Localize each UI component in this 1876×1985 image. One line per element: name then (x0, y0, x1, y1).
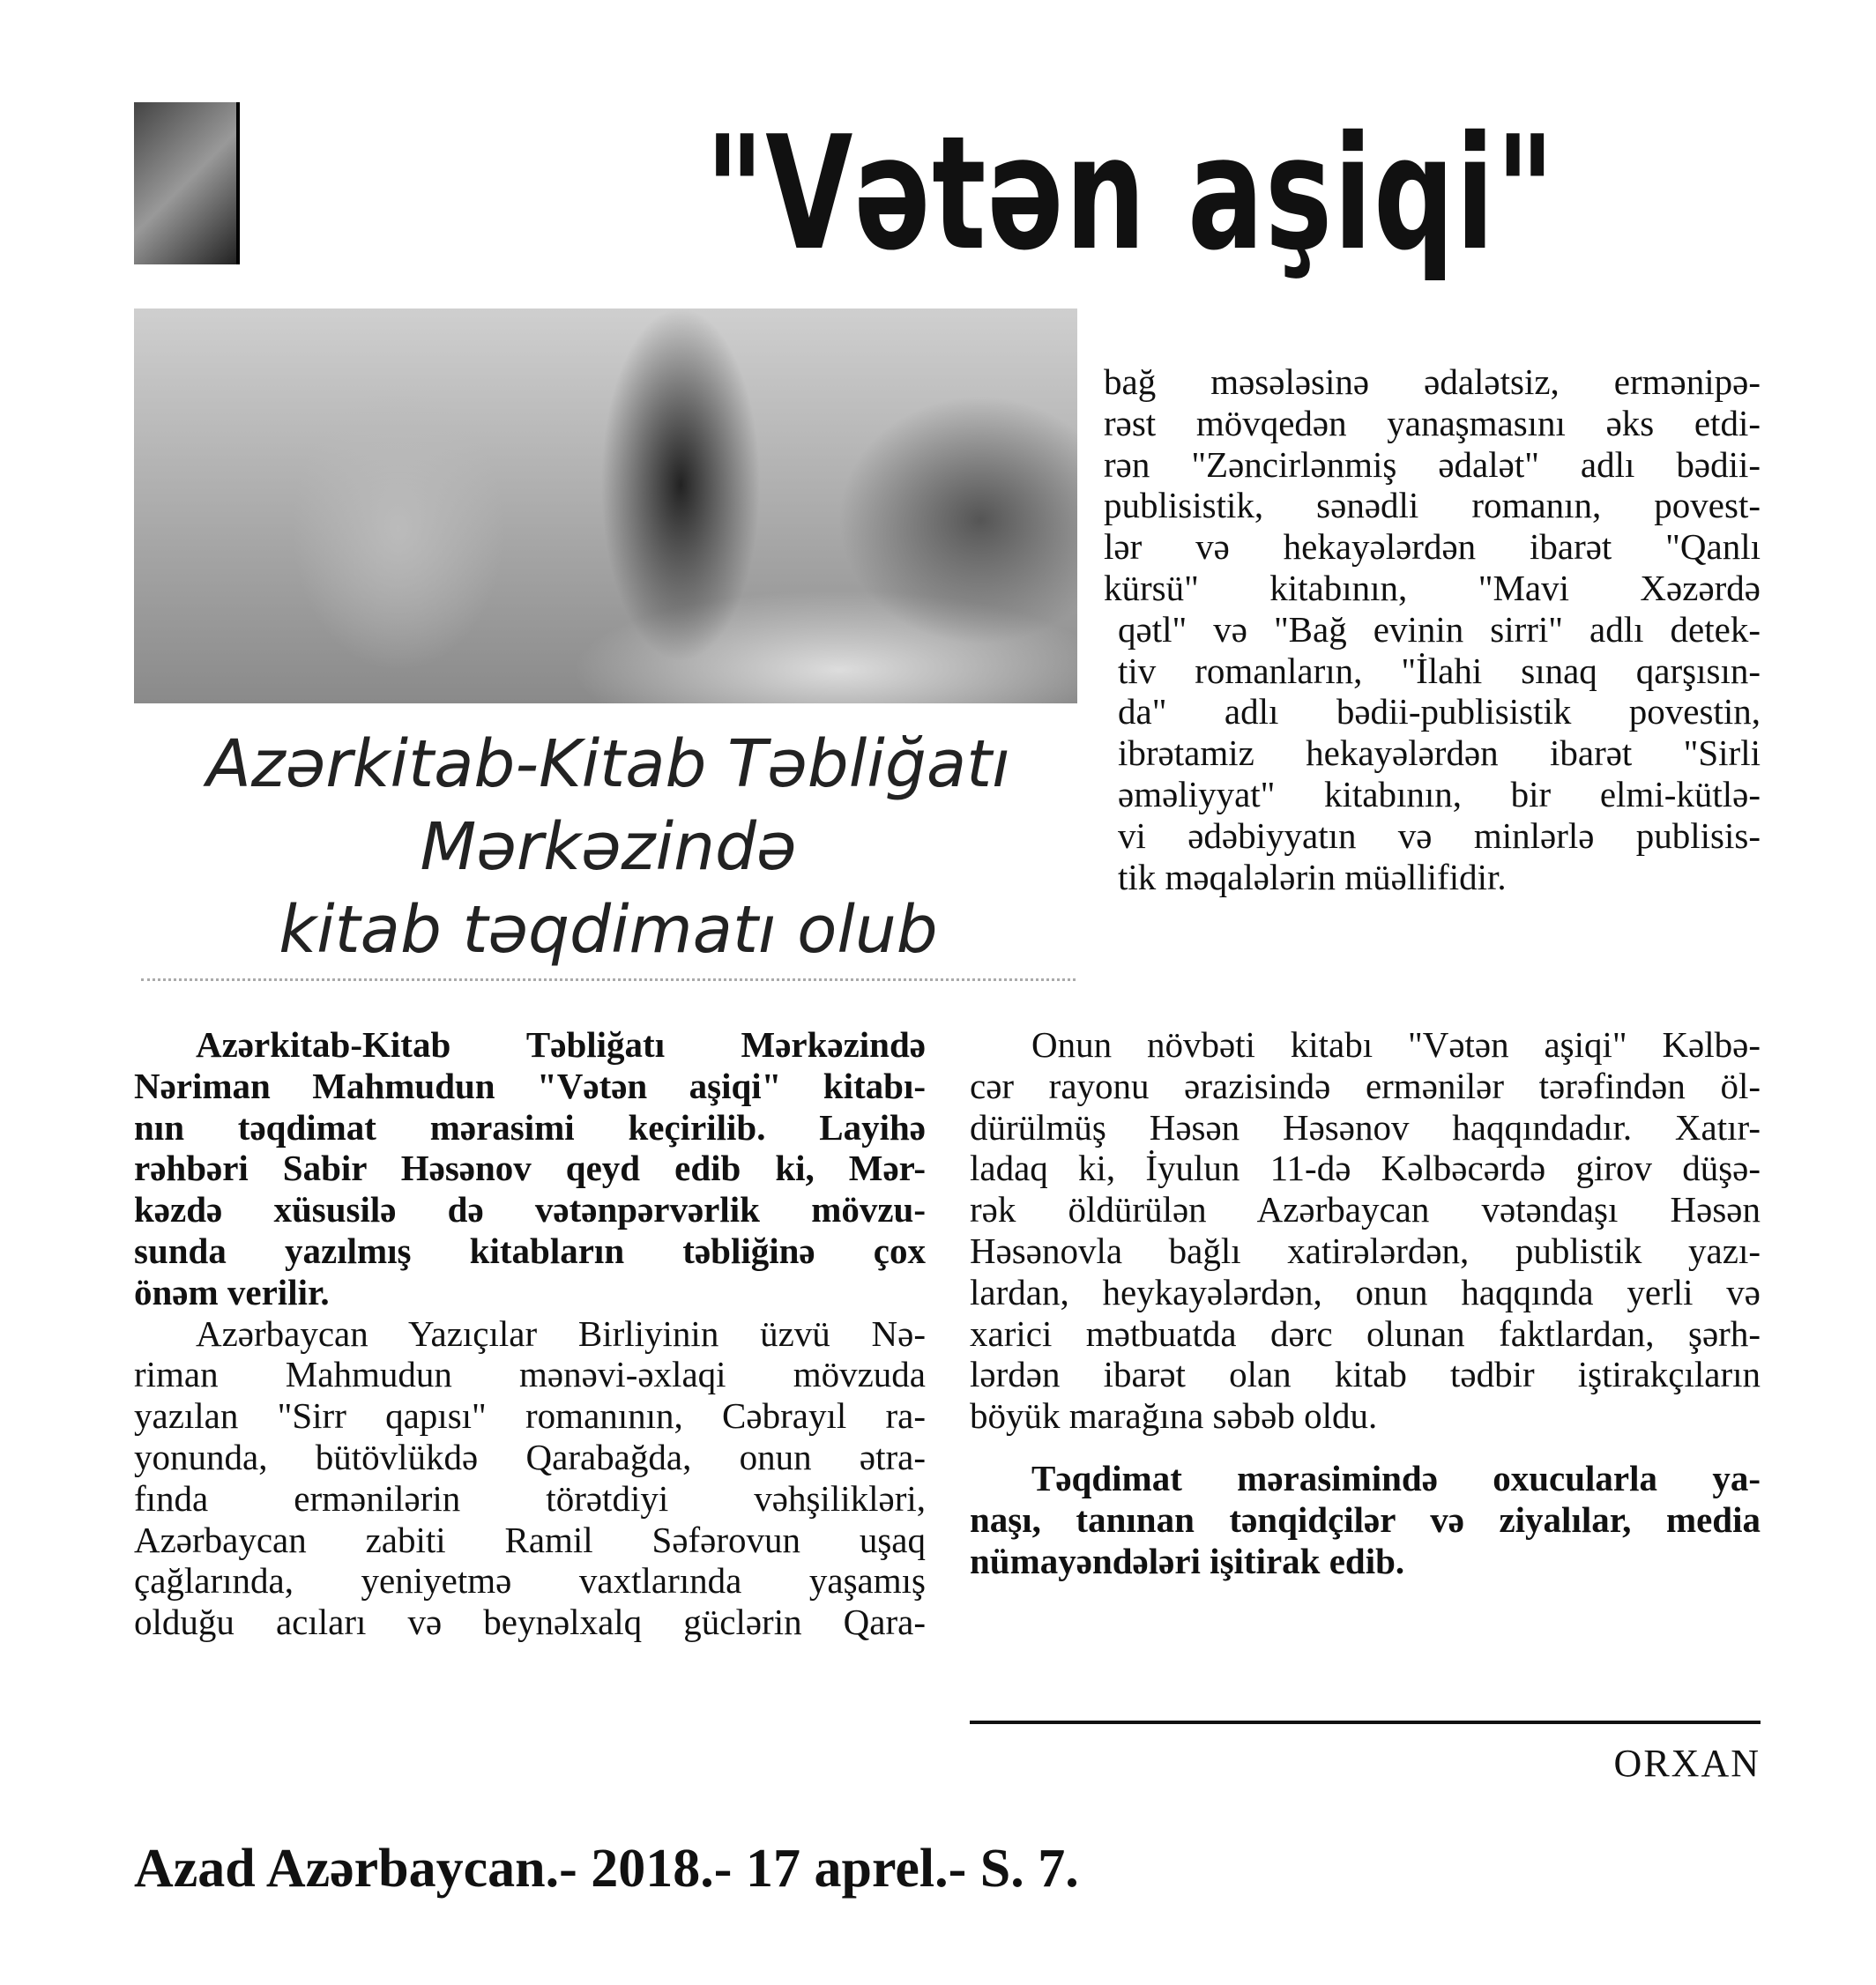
text-line: Azərkitab-Kitab Təbliğatı Mərkəzində (196, 1024, 926, 1065)
text-line: Azərbaycan Yazıçılar Birliyinin üzvü Nə- (196, 1312, 926, 1354)
subheadline-line: kitab təqdimatı olub (279, 892, 938, 968)
event-photo (134, 309, 1077, 703)
text-line: Onun növbəti kitabı "Vətən aşiqi" Kəlbə- (1031, 1024, 1761, 1065)
text-line: önəm verilir. (134, 1271, 330, 1312)
text-line: tik məqalələrin müəllifidir. (1118, 856, 1507, 897)
source-citation: Azad Azərbaycan.- 2018.- 17 aprel.- S. 7. (134, 1839, 1079, 1899)
text-line: tiv romanların, "İlahi sınaq qarşısın- (1118, 650, 1761, 691)
text-line: vi ədəbiyyatın və minlərlə publisis- (1118, 814, 1761, 856)
text-line: publisistik, sənədli romanın, povest- (1104, 485, 1761, 526)
text-line: lardan, heykayələrdən, onun haqqında yerli və (970, 1271, 1761, 1312)
text-line: rəhbəri Sabir Həsənov qeyd edib ki, Mər- (134, 1148, 926, 1189)
text-line: rən "Zəncirlənmiş ədalət" adlı bədii- (1104, 443, 1761, 485)
text-line: Nəriman Mahmudun "Vətən aşiqi" kitabı- (134, 1065, 926, 1106)
text-line: lərdən ibarət olan kitab tədbir iştirakçıların (970, 1354, 1761, 1395)
text-line: da" adlı bədii-publisistik povestin, (1118, 691, 1761, 732)
text-line: dürülmüş Həsən Həsənov haqqındadır. Xatır- (970, 1106, 1761, 1148)
subheadline-line: Mərkəzində (420, 809, 797, 885)
text-line: nın təqdimat mərasimi keçirilib. Layihə (134, 1106, 926, 1148)
text-line: Həsənovla bağlı xatirələrdən, publistik yazı- (970, 1230, 1761, 1271)
author-byline: ORXAN (1613, 1742, 1761, 1785)
text-line: böyük marağına səbəb oldu. (970, 1395, 1378, 1437)
left-column-text (134, 1024, 926, 1643)
text-line: rək öldürülən Azərbaycan vətəndaşı Həsən (970, 1189, 1761, 1230)
text-line: Təqdimat mərasimində oxucularla ya- (1031, 1457, 1761, 1498)
text-line: xarici mətbuatda dərc olunan faktlardan, şərh- (970, 1312, 1761, 1354)
headline: "Vətən aşiqi" (705, 102, 1556, 285)
text-line: bağ məsələsinə ədalətsiz, ermənipə- (1104, 361, 1761, 402)
text-line: çağlarında, yeniyetmə vaxtlarında yaşamış (134, 1560, 926, 1602)
text-line: lər və hekayələrdən ibarət "Qanlı (1104, 526, 1761, 568)
text-line: sunda yazılmış kitabların təbliğinə çox (134, 1230, 926, 1271)
text-line: fında ermənilərin törətdiyi vəhşilikləri, (134, 1477, 926, 1519)
text-line: kəzdə xüsusilə də vətənpərvərlik mövzu- (134, 1189, 926, 1230)
text-line: cər rayonu ərazisində ermənilər tərəfindən öl- (970, 1065, 1761, 1106)
subheadline-line: Azərkitab-Kitab Təbliğatı (206, 726, 1010, 802)
text-line: naşı, tanınan tənqidçilər və ziyalılar, media (970, 1498, 1761, 1540)
text-line: qətl" və "Bağ evinin sirri" adlı detek- (1118, 608, 1761, 650)
text-line: yazılan "Sirr qapısı" romanının, Cəbrayıl ra- (134, 1395, 926, 1437)
right-column-bottom-text (970, 1024, 1761, 1581)
text-line: olduğu acıları və beynəlxalq güclərin Qara- (134, 1602, 926, 1643)
text-line: riman Mahmudun mənəvi-əxlaqi mövzuda (134, 1354, 926, 1395)
subheadline (141, 723, 1076, 981)
text-line: rəst mövqedən yanaşmasını əks etdi- (1104, 402, 1761, 443)
text-line: yonunda, bütövlükdə Qarabağda, onun ətra- (134, 1436, 926, 1477)
wall-picture-photo (134, 102, 240, 264)
text-line: kürsü" kitabının, "Mavi Xəzərdə (1104, 567, 1761, 608)
text-line: Azərbaycan zabiti Ramil Səfərovun uşaq (134, 1519, 926, 1560)
text-line: ibrətamiz hekayələrdən ibarət "Sirli (1118, 732, 1761, 774)
divider (970, 1721, 1761, 1724)
right-column-top-text (1104, 361, 1761, 897)
text-line: ladaq ki, İyulun 11-də Kəlbəcərdə girov düşə- (970, 1148, 1761, 1189)
text-line: əməliyyat" kitabının, bir elmi-kütlə- (1118, 773, 1761, 814)
text-line: nümayəndələri işitirak edib. (970, 1540, 1405, 1581)
